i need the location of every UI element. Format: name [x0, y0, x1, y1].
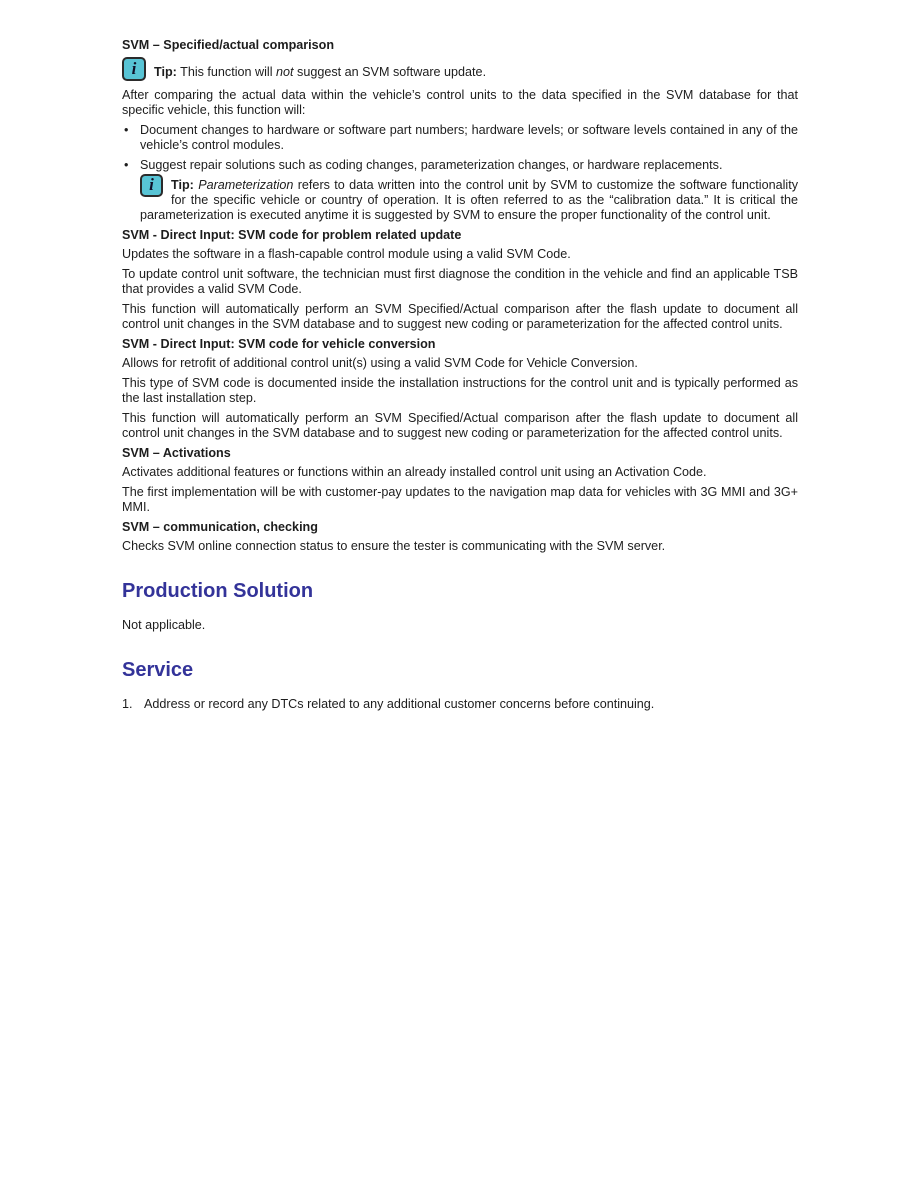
- section-heading-activations: SVM – Activations: [122, 446, 231, 460]
- paragraph: This type of SVM code is documented inside the installation instructions for the control unit and is typically performed as the last installation step.: [122, 376, 798, 405]
- section-heading-communication-checking: SVM – communication, checking: [122, 520, 318, 534]
- heading-service: Service: [122, 659, 194, 681]
- paragraph: Checks SVM online connection status to ensure the tester is communicating with the SVM server.: [122, 539, 666, 553]
- info-icon-glyph: i: [131, 58, 137, 78]
- tip-text-post: refers to data written into the control unit by SVM to customize the software functionality for the specific vehicle or country of operation. It is often referred to as the “calibration data.” It is critical the parameterization is executed anytime it is suggested by SVM to ensure the proper functionality of the control unit.: [140, 178, 799, 222]
- bullet-marker: •: [124, 123, 129, 137]
- paragraph: This function will automatically perform an SVM Specified/Actual comparison after the flash update to document all control unit changes in the SVM database and to suggest new coding or parameterization for the affected control units.: [122, 302, 798, 331]
- paragraph: Allows for retrofit of additional control unit(s) using a valid SVM Code for Vehicle Conversion.: [122, 356, 638, 370]
- bullet-text: Suggest repair solutions such as coding changes, parameterization changes, or hardware replacements.: [140, 158, 723, 172]
- bullet-item-suggest-repairs: [122, 158, 798, 173]
- tip-label: Tip:: [154, 65, 177, 79]
- service-step-1: [122, 697, 798, 712]
- paragraph: Activates additional features or functions within an already installed control unit using an Activation Code.: [122, 465, 707, 479]
- heading-production-solution: Production Solution: [122, 580, 314, 602]
- paragraph: To update control unit software, the technician must first diagnose the condition in the vehicle and find an applicable TSB that provides a valid SVM Code.: [122, 267, 798, 296]
- section-heading-specified-actual-comparison: SVM – Specified/actual comparison: [122, 38, 335, 52]
- step-number: 1.: [122, 697, 133, 711]
- bullet-text: Document changes to hardware or software part numbers; hardware levels; or software levels contained in any of the vehicle’s control modules.: [140, 123, 798, 152]
- paragraph: Updates the software in a flash-capable control module using a valid SVM Code.: [122, 247, 571, 261]
- tip-text-italic: not: [276, 65, 294, 79]
- tip-text-italic: Parameterization: [198, 178, 294, 192]
- intro-paragraph: After comparing the actual data within the vehicle’s control units to the data specified in the SVM database for that specific vehicle, this function will:: [122, 88, 798, 117]
- tip-note-parameterization: [122, 175, 799, 223]
- section-heading-problem-related-update: SVM - Direct Input: SVM code for problem related update: [122, 228, 462, 242]
- tip-label: Tip:: [171, 178, 194, 192]
- info-tip-icon: [140, 174, 163, 197]
- info-tip-icon: [122, 57, 146, 81]
- document-content: [122, 38, 798, 712]
- bullet-marker: •: [124, 158, 129, 172]
- paragraph-not-applicable: Not applicable.: [122, 618, 206, 632]
- step-text: Address or record any DTCs related to any additional customer concerns before continuing.: [144, 697, 655, 711]
- section-heading-vehicle-conversion: SVM - Direct Input: SVM code for vehicle conversion: [122, 337, 436, 351]
- bullet-item-document-changes: [122, 123, 798, 153]
- paragraph: This function will automatically perform an SVM Specified/Actual comparison after the flash update to document all control unit changes in the SVM database and to suggest new coding or parameterization for the affected control units.: [122, 411, 798, 440]
- tip-text: [154, 65, 486, 81]
- paragraph: The first implementation will be with customer-pay updates to the navigation map data for vehicles with 3G MMI and 3G+ MMI.: [122, 485, 798, 514]
- tip-note-software-update: [122, 57, 798, 81]
- tip-text-pre: This function will: [176, 65, 277, 79]
- tip-text-post: suggest an SVM software update.: [293, 65, 487, 79]
- info-icon-glyph: i: [149, 175, 154, 194]
